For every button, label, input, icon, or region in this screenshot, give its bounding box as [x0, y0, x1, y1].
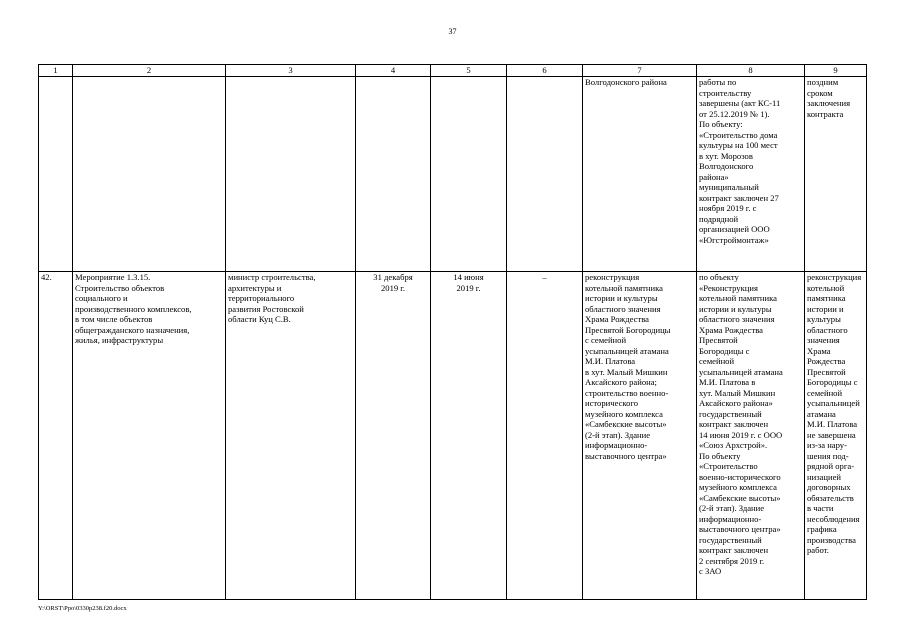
cell-col-6: – [507, 272, 583, 600]
column-header-4: 4 [356, 65, 431, 77]
cell-measure: Мероприятие 1.3.15. Строительство объектов социального и производственного комплексов, в том числе объектов общегражданского назначения, жилья, инфраструктуры [73, 272, 226, 600]
table-row [39, 77, 867, 272]
cell-planned-result: Волгодонского района [583, 77, 697, 272]
cell-actual-date: 14 июня 2019 г. [431, 272, 507, 600]
cell-measure [73, 77, 226, 272]
cell-reasons: поздним сроком заключения контракта [805, 77, 867, 272]
cell-actual-result: работы по строительству завершены (акт КС-11 от 25.12.2019 № 1). По объекту: «Строительство дома культуры на 100 мест в хут. Морозов Волгодонского района» муниципальный контракт заключен 27 ноября 2019 г. с подрядной организацией ООО «Югстроймонтаж» [697, 77, 805, 272]
cell-planned-result: реконструкция котельной памятника истории и культуры областного значения Храма Рождества Пресвятой Богородицы с семейной усыпальницей атамана М.И. Платова в хут. Малый Мишкин Аксайского района; строительство военно- исторического музейного комплекса «Самбекские высоты» (2-й этап). Здание информационно- выставочного центра» [583, 272, 697, 600]
column-header-6: 6 [507, 65, 583, 77]
column-header-1: 1 [39, 65, 73, 77]
table-body [39, 77, 867, 600]
header-row [39, 65, 867, 77]
cell-responsible: министр строительства, архитектуры и территориального развития Ростовской области Куц С.В. [226, 272, 356, 600]
column-header-2: 2 [73, 65, 226, 77]
column-header-9: 9 [805, 65, 867, 77]
cell-actual-result: по объекту «Реконструкция котельной памятника истории и культуры областного значения Храма Рождества Пресвятой Богородицы с семейной усыпальницей атамана М.И. Платова в хут. Малый Мишкин Аксайского района» государственный контракт заключен 14 июня 2019 г. с ООО «Союз Архстрой». По объекту «Строительство военно-исторического музейного комплекса «Самбекские высоты» (2-й этап). Здание информационно- выставочного центра» государственный контракт заключен 2 сентября 2019 г. с ЗАО [697, 272, 805, 600]
table-header [39, 65, 867, 77]
footer-file-path: Y:\ORST\Ppo\0330p238.f20.docx [38, 605, 127, 612]
column-header-8: 8 [697, 65, 805, 77]
table-row [39, 272, 867, 600]
cell-planned-date [356, 77, 431, 272]
column-header-7: 7 [583, 65, 697, 77]
cell-responsible [226, 77, 356, 272]
column-header-5: 5 [431, 65, 507, 77]
cell-number [39, 77, 73, 272]
cell-number: 42. [39, 272, 73, 600]
page-number: 37 [448, 27, 457, 36]
cell-planned-date: 31 декабря 2019 г. [356, 272, 431, 600]
report-table [38, 64, 867, 600]
cell-col-6 [507, 77, 583, 272]
column-header-3: 3 [226, 65, 356, 77]
cell-actual-date [431, 77, 507, 272]
cell-reasons: реконструкция котельной памятника истории и культуры областного значения Храма Рождества Пресвятой Богородицы с семейной усыпальницей атамана М.И. Платова не завершена из-за нару- шения под- рядной орга- низацией договорных обязательств в части несоблюдения графика производства работ. [805, 272, 867, 600]
